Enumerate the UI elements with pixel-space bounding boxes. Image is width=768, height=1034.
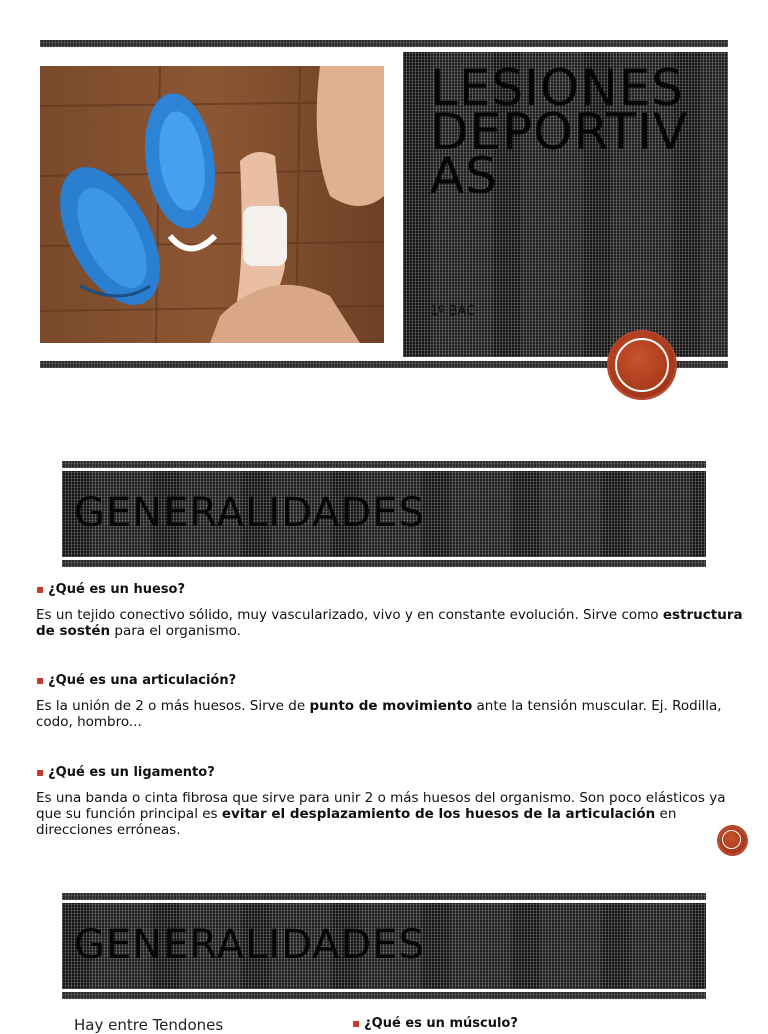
- answer-hueso-pre: Es un tejido conectivo sólido, muy vascularizado, vivo y en constante evolución. Sirve como: [36, 607, 663, 623]
- slide3-bottom-band: [62, 992, 706, 999]
- sneakers-bandaged-foot-photo-icon: [40, 66, 384, 343]
- question-articulacion: [36, 673, 236, 688]
- question-hueso: [36, 582, 185, 597]
- decorative-circle-large: [609, 332, 675, 398]
- question-articulacion-label: ¿Qué es una articulación?: [48, 673, 237, 688]
- answer-ligamento-post: en direcciones erróneas.: [36, 806, 677, 838]
- decorative-circle-ring: [615, 338, 669, 392]
- decorative-circle-small-ring: [722, 830, 741, 849]
- slide3-partial-left: Hay entre Tendones: [74, 1016, 224, 1034]
- slide3-partial-right-label: ¿Qué es un músculo?: [364, 1016, 518, 1031]
- slide1-top-band: [40, 40, 728, 47]
- answer-ligamento: [36, 790, 746, 838]
- answer-articulacion-post: ante la tensión muscular. Ej. Rodilla, codo, hombro...: [36, 698, 722, 730]
- presentation-title: LESIONES DEPORTIVAS: [430, 59, 689, 205]
- bullet-icon: ▪: [36, 765, 45, 779]
- decorative-circle-small: [719, 827, 746, 854]
- answer-articulacion-pre: Es la unión de 2 o más huesos. Sirve de: [36, 698, 310, 714]
- answer-hueso-post: para el organismo.: [110, 623, 241, 639]
- answer-articulacion-bold: punto de movimiento: [309, 698, 473, 714]
- slide3-heading: GENERALIDADES: [74, 922, 426, 968]
- answer-articulacion: [36, 698, 746, 730]
- answer-hueso: [36, 607, 746, 639]
- slide2-top-band: [62, 461, 706, 468]
- slide2-heading: GENERALIDADES: [74, 490, 426, 536]
- slide2-bottom-band: [62, 560, 706, 567]
- hero-photo: [40, 66, 384, 343]
- bullet-icon: ▪: [36, 582, 45, 596]
- answer-ligamento-bold: evitar el desplazamiento de los huesos de la articulación: [221, 806, 656, 822]
- bullet-icon: ▪: [36, 673, 45, 687]
- answer-ligamento-pre: Es una banda o cinta fibrosa que sirve para unir 2 o más huesos del organismo. Son poco elásticos ya que su función principal es: [36, 790, 726, 822]
- slide3-top-band: [62, 893, 706, 900]
- question-ligamento-label: ¿Qué es un ligamento?: [48, 765, 215, 780]
- answer-hueso-bold: estructura de sostén: [36, 607, 743, 639]
- question-ligamento: [36, 765, 215, 780]
- presentation-subtitle: 1º BAC: [430, 304, 476, 319]
- bullet-icon: ▪: [352, 1016, 361, 1030]
- question-hueso-label: ¿Qué es un hueso?: [48, 582, 185, 597]
